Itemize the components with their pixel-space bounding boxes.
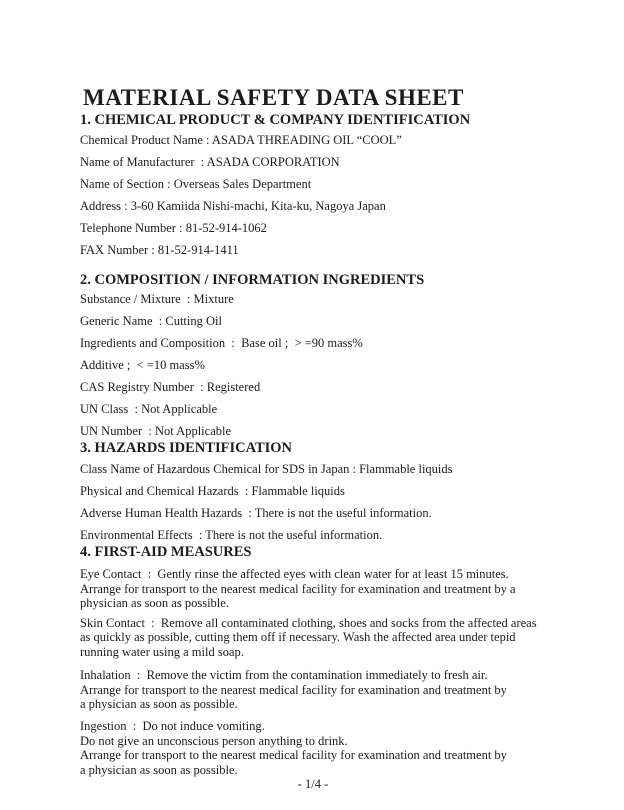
un-number-line: UN Number : Not Applicable: [80, 424, 232, 438]
un-class-line: UN Class : Not Applicable: [80, 402, 218, 416]
skin-contact-paragraph: [80, 616, 590, 660]
environmental-effects-line: Environmental Effects : There is not the useful information.: [80, 528, 383, 542]
paragraph-line: Skin Contact : Remove all contaminated clothing, shoes and socks from the affected areas: [80, 615, 537, 630]
chemical-product-name-line: Chemical Product Name : ASADA THREADING OIL “COOL”: [80, 133, 402, 147]
document-content: [80, 86, 590, 791]
paragraph-line: as quickly as possible, cutting them off if necessary. Wash the affected area under tepid: [80, 630, 516, 644]
section-2-heading: 2. COMPOSITION / INFORMATION INGREDIENTS: [80, 272, 425, 288]
section-4-body: [80, 567, 590, 777]
generic-name-line: Generic Name : Cutting Oil: [80, 314, 222, 328]
paragraph-line: running water using a mild soap.: [80, 644, 244, 659]
paragraph-line: a physician as soon as possible.: [80, 697, 238, 711]
inhalation-paragraph: [80, 668, 590, 712]
section-1-body: [80, 134, 590, 257]
section-3-body: [80, 463, 590, 542]
section-name-line: Name of Section : Overseas Sales Department: [80, 177, 312, 191]
paragraph-line: Inhalation : Remove the victim from the contamination immediately to fresh air.: [80, 668, 488, 682]
paragraph-line: Arrange for transport to the nearest medical facility for examination and treatment by: [80, 682, 507, 697]
page-number: - 1/4 -: [297, 777, 329, 791]
paragraph-line: Arrange for transport to the nearest medical facility for examination and treatment by a: [80, 581, 516, 596]
eye-contact-paragraph: [80, 567, 590, 611]
address-line: Address : 3-60 Kamiida Nishi-machi, Kita-ku, Nagoya Japan: [80, 199, 386, 213]
fax-number-line: FAX Number : 81-52-914-1411: [80, 243, 239, 257]
additive-line: Additive ; < =10 mass%: [80, 358, 205, 372]
ingredients-composition-line: Ingredients and Composition : Base oil ; > =90 mass%: [80, 336, 363, 350]
paragraph-line: Ingestion : Do not induce vomiting.: [80, 719, 265, 733]
cas-registry-line: CAS Registry Number : Registered: [80, 380, 261, 394]
document-title: MATERIAL SAFETY DATA SHEET: [83, 85, 464, 110]
substance-mixture-line: Substance / Mixture : Mixture: [80, 292, 234, 306]
adverse-health-hazards-line: Adverse Human Health Hazards : There is not the useful information.: [80, 506, 432, 520]
section-4-heading: 4. FIRST-AID MEASURES: [80, 544, 252, 560]
ingestion-paragraph: [80, 719, 590, 777]
paragraph-line: physician as soon as possible.: [80, 596, 229, 610]
paragraph-line: Eye Contact : Gently rinse the affected eyes with clean water for at least 15 minutes.: [80, 567, 509, 581]
section-1-heading: 1. CHEMICAL PRODUCT & COMPANY IDENTIFICATION: [80, 112, 471, 128]
physical-chemical-hazards-line: Physical and Chemical Hazards : Flammable liquids: [80, 484, 345, 498]
paragraph-line: Arrange for transport to the nearest medical facility for examination and treatment by: [80, 748, 507, 762]
paragraph-line: Do not give an unconscious person anything to drink.: [80, 733, 348, 748]
manufacturer-name-line: Name of Manufacturer : ASADA CORPORATION: [80, 155, 340, 169]
section-3-heading: 3. HAZARDS IDENTIFICATION: [80, 440, 293, 456]
telephone-number-line: Telephone Number : 81-52-914-1062: [80, 221, 267, 235]
hazard-class-name-line: Class Name of Hazardous Chemical for SDS in Japan : Flammable liquids: [80, 462, 453, 476]
section-2-body: [80, 293, 590, 438]
paragraph-line: a physician as soon as possible.: [80, 762, 238, 777]
